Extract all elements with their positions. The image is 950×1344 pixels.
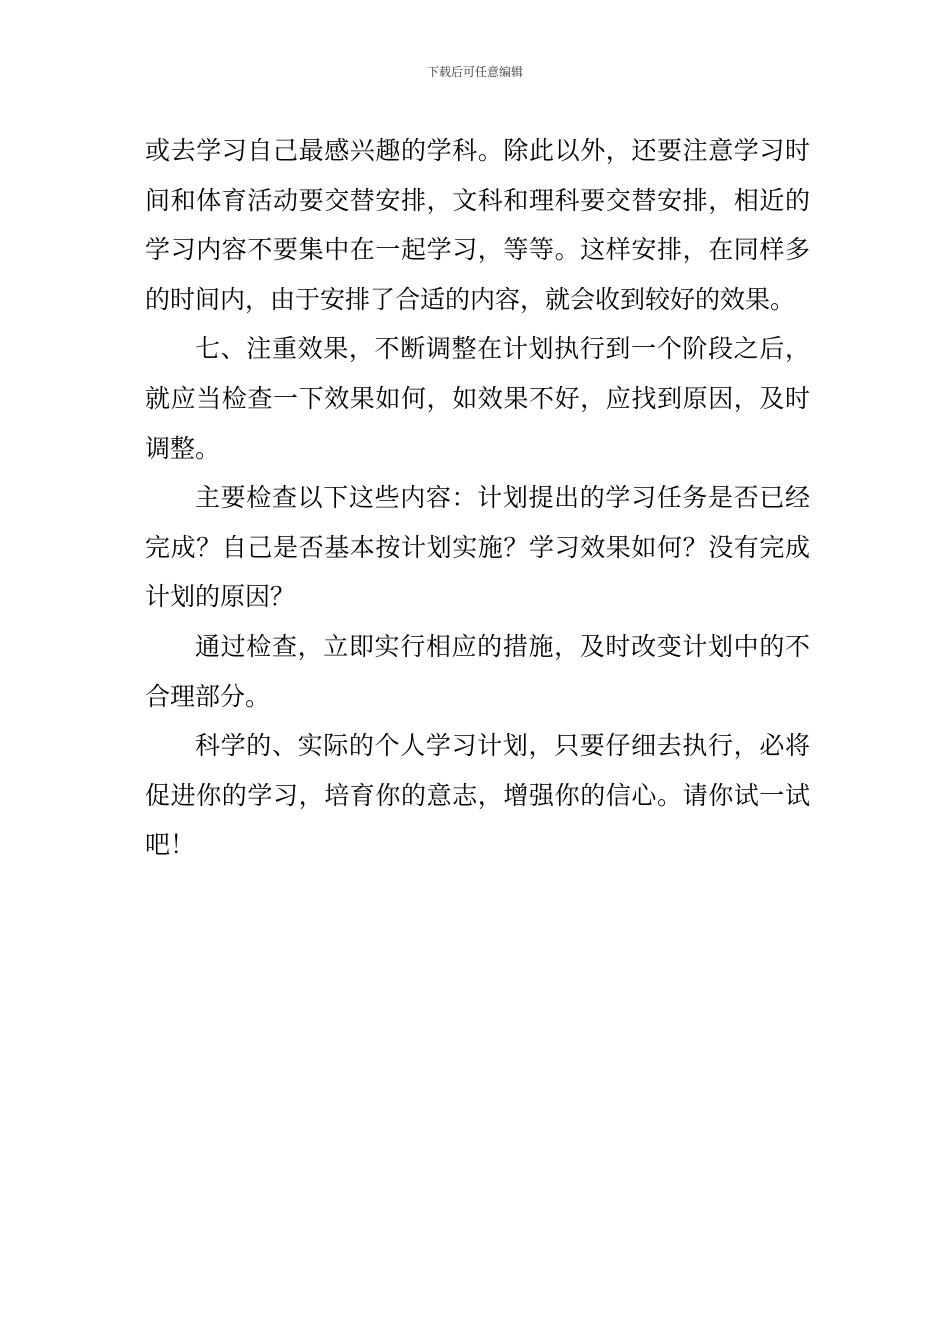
document-body: [145, 126, 810, 870]
paragraph-1: 或去学习自己最感兴趣的学科。除此以外，还要注意学习时间和体育活动要交替安排，文科和理科要交替安排，相近的学习内容不要集中在一起学习，等等。这样安排，在同样多的时间内，由于安排了合适的内容，就会收到较好的效果。: [145, 136, 810, 314]
paragraph-4: 通过检查，立即实行相应的措施，及时改变计划中的不合理部分。: [145, 631, 810, 711]
paragraph-5: 科学的、实际的个人学习计划，只要仔细去执行，必将促进你的学习，培育你的意志，增强你的信心。请你试一试吧！: [145, 731, 810, 860]
paragraph-3: 主要检查以下这些内容：计划提出的学习任务是否已经完成？自己是否基本按计划实施？学习效果如何？没有完成计划的原因？: [145, 483, 810, 612]
paragraph-2: 七、注重效果，不断调整在计划执行到一个阶段之后，就应当检查一下效果如何，如效果不好，应找到原因，及时调整。: [145, 334, 810, 463]
page-header: 下载后可任意编辑: [426, 65, 523, 79]
